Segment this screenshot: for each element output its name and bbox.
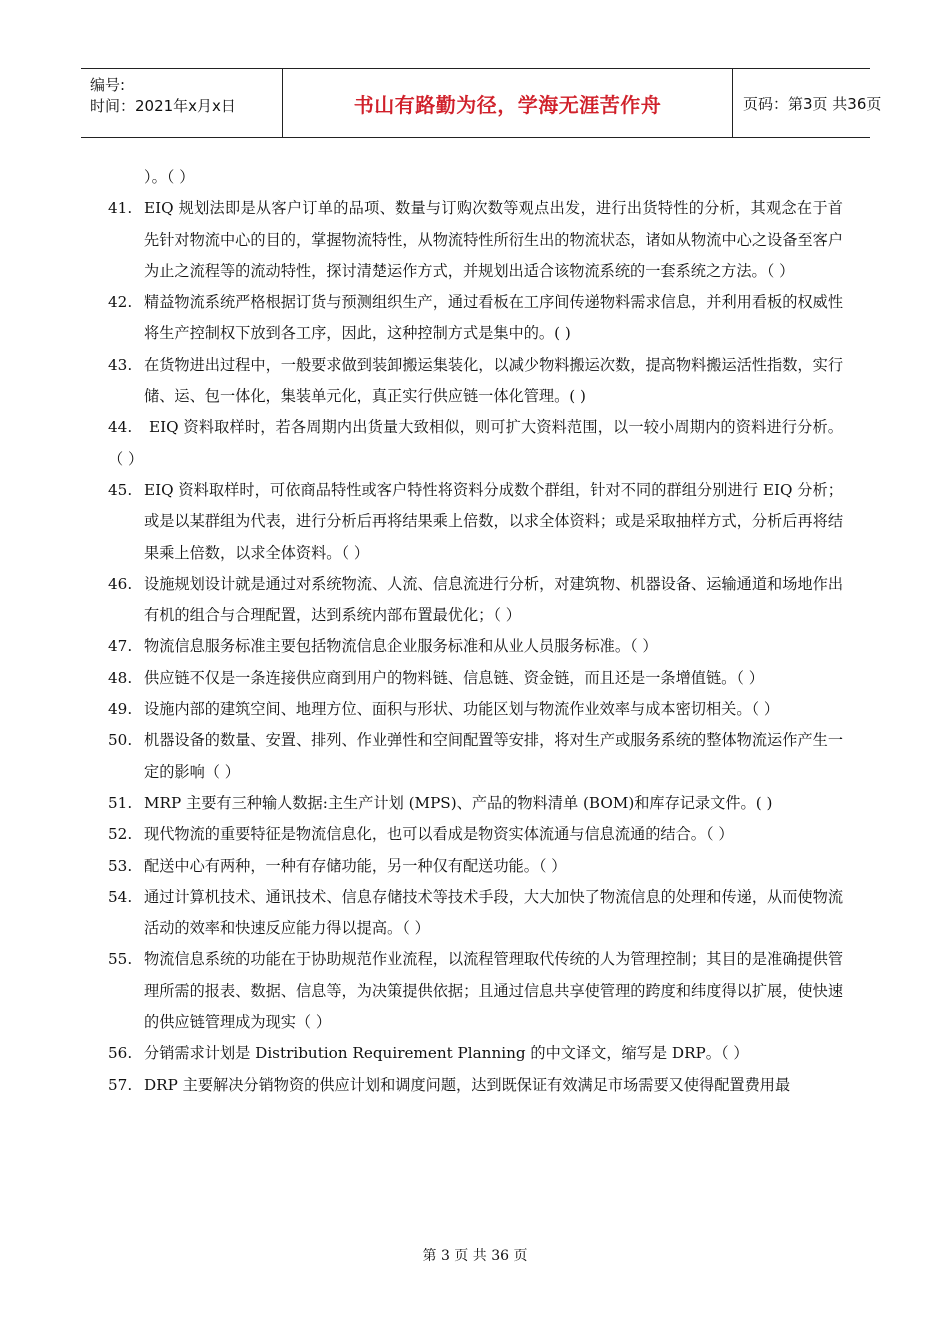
question-text: 精益物流系统严格根据订货与预测组织生产，通过看板在工序间传递物料需求信息，并利用看板的权威性将生产控制权下放到各工序，因此，这种控制方式是集中的。( ) — [144, 293, 843, 343]
code-label: 编号: — [90, 76, 126, 94]
question-number: 54. — [108, 887, 133, 906]
question-item — [108, 569, 843, 632]
question-text: 物流信息系统的功能在于协助规范作业流程，以流程管理取代传统的人为管理控制；其目的是准确提供管理所需的报表、数据、信息等，为决策提供依据；且通过信息共享使管理的跨度和纬度得以扩展，使快速的供应链管理成为现实（ ） — [144, 950, 843, 1032]
question-text: 通过计算机技术、通讯技术、信息存储技术等技术手段，大大加快了物流信息的处理和传递，从而使物流活动的效率和快速反应能力得以提高。（ ） — [144, 887, 843, 938]
header-page-number: 页码：第3页 共36页 — [743, 94, 882, 113]
question-item — [108, 475, 843, 569]
question-item — [108, 350, 843, 413]
previous-question-continuation: ）。（ ） — [144, 168, 195, 186]
question-item — [108, 663, 843, 694]
question-number: 44. — [108, 418, 133, 437]
question-text: 物流信息服务标准主要包括物流信息企业服务标准和从业人员服务标准。（ ） — [144, 637, 658, 656]
question-item — [108, 1038, 843, 1069]
header-motto: 书山有路勤为径，学海无涯苦作舟 — [282, 69, 733, 137]
question-text: DRP 主要解决分销物资的供应计划和调度问题，达到既保证有效满足市场需要又使得配置费用最 — [144, 1075, 791, 1094]
question-number: 42. — [108, 293, 133, 312]
question-item — [108, 694, 843, 725]
question-item — [108, 788, 843, 819]
question-number: 46. — [108, 574, 133, 593]
question-item — [108, 725, 843, 788]
question-number: 48. — [108, 668, 133, 687]
question-number: 56. — [108, 1044, 133, 1063]
question-item — [108, 1070, 843, 1101]
question-item — [108, 851, 843, 882]
question-number: 57. — [108, 1075, 133, 1094]
question-number: 50. — [108, 731, 133, 750]
question-text: 供应链不仅是一条连接供应商到用户的物料链、信息链、资金链，而且还是一条增值链。（ ） — [144, 668, 764, 687]
question-text: 设施内部的建筑空间、地理方位、面积与形状、功能区划与物流作业效率与成本密切相关。（ ） — [144, 700, 780, 719]
question-number: 52. — [108, 825, 133, 844]
question-number: 55. — [108, 950, 133, 969]
question-text: 现代物流的重要特征是物流信息化，也可以看成是物资实体流通与信息流通的结合。（ ） — [144, 825, 734, 844]
question-text: EIQ 资料取样时，可依商品特性或客户特性将资料分成数个群组，针对不同的群组分别进行 EIQ 分析；或是以某群组为代表，进行分析后再将结果乘上倍数，以求全体资料；或是采取抽样方式，分析后再将结果乘上倍数，以求全体资料。（ ） — [144, 480, 843, 562]
question-text: 设施规划设计就是通过对系统物流、人流、信息流进行分析，对建筑物、机器设备、运输通道和场地作出有机的组合与合理配置，达到系统内部布置最优化；（ ） — [144, 574, 843, 625]
date-label: 时间：2021年x月x日 — [90, 97, 236, 115]
question-item — [108, 882, 843, 945]
question-number: 51. — [108, 793, 133, 812]
question-text: EIQ 资料取样时，若各周期内出货量大致相似，则可扩大资料范围，以一较小周期内的资料进行分析。（ ） — [108, 418, 843, 468]
header-meta — [81, 69, 282, 137]
question-item — [108, 819, 843, 850]
question-number: 43. — [108, 355, 133, 374]
question-text: 在货物进出过程中，一般要求做到装卸搬运集装化，以减少物料搬运次数，提高物料搬运活性指数，实行储、运、包一体化，集装单元化，真正实行供应链一体化管理。( ) — [144, 355, 843, 406]
question-list — [108, 162, 843, 1101]
question-item — [108, 287, 843, 350]
question-text: 分销需求计划是 Distribution Requirement Planning 的中文译文，缩写是 DRP。（ ） — [144, 1044, 749, 1063]
question-text: EIQ 规划法即是从客户订单的品项、数量与订购次数等观点出发，进行出货特性的分析，其观念在于首先针对物流中心的目的，掌握物流特性，从物流特性所衍生出的物流状态，诸如从物流中心之设备至客户为止之流程等的流动特性，探讨清楚运作方式，并规划出适合该物流系统的一套系统之方法。（ ） — [144, 199, 843, 280]
question-item — [108, 412, 843, 475]
question-item — [108, 193, 843, 287]
question-item — [108, 944, 843, 1038]
question-number: 49. — [108, 700, 133, 719]
question-text: MRP 主要有三种输人数据:主生产计划 (MPS)、产品的物料清单 (BOM)和库存记录文件。( ) — [144, 793, 773, 812]
question-number: 41. — [108, 199, 133, 218]
question-number: 45. — [108, 480, 133, 499]
page-header — [81, 68, 882, 138]
question-text: 机器设备的数量、安置、排列、作业弹性和空间配置等安排，将对生产或服务系统的整体物流运作产生一定的影响（ ） — [144, 731, 843, 781]
question-text: 配送中心有两种，一种有存储功能，另一种仅有配送功能。（ ） — [144, 856, 567, 875]
question-item — [108, 631, 843, 662]
question-number: 47. — [108, 637, 133, 656]
page-footer: 第 3 页 共 36 页 — [422, 1248, 528, 1264]
question-number: 53. — [108, 856, 133, 875]
